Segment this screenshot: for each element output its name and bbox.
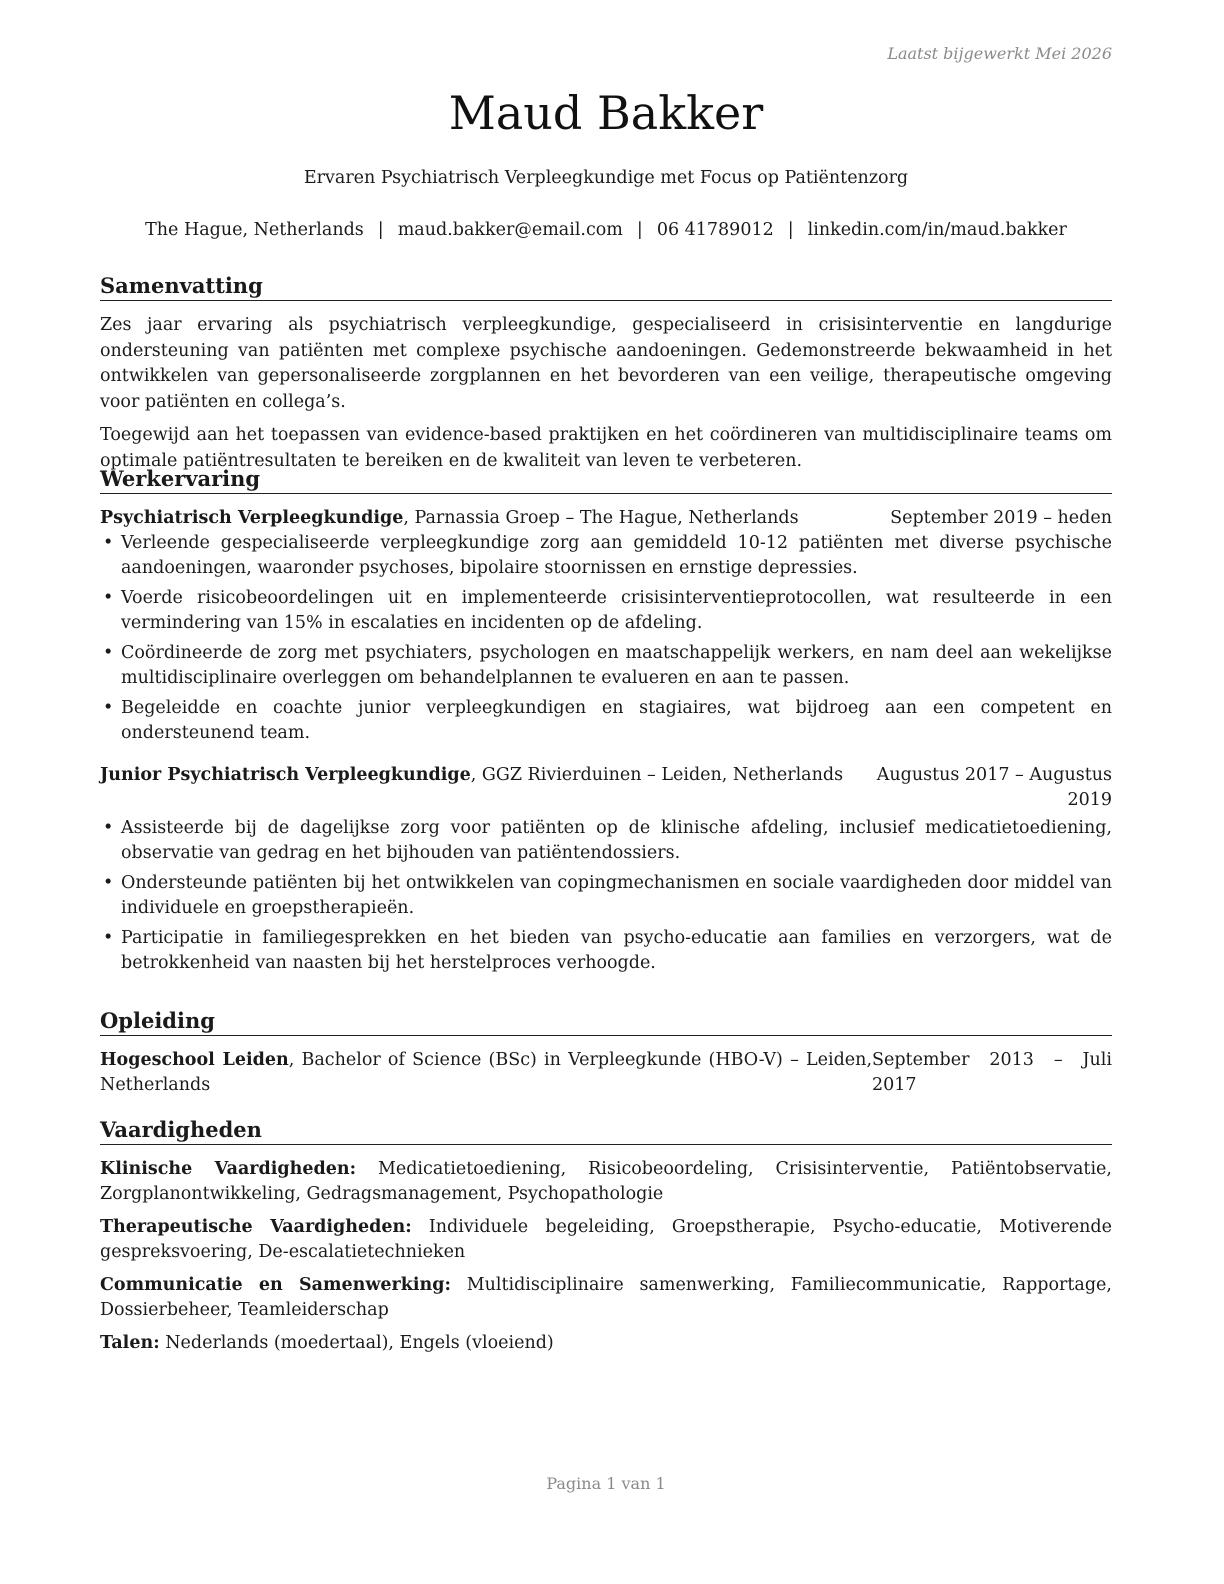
summary-section bbox=[100, 272, 1112, 482]
contact-phone[interactable]: 06 41789012 bbox=[656, 220, 774, 240]
skill-label: Communicatie en Samenwerking: bbox=[100, 1275, 451, 1295]
skill-text: Medicatietoediening, Risicobeoordeling, Crisisinterventie, Patiëntobservatie, Zorgplanontwikkeling, Gedragsmanagement, Psychopathologie bbox=[100, 1159, 1112, 1204]
list-item: • Coördineerde de zorg met psychiaters, psychologen en maatschappelijk werkers, en nam deel aan wekelijkse multidisciplinaire overleggen om behandelplannen te evalueren en aan te passen. bbox=[100, 641, 1112, 691]
candidate-name: Maud Bakker bbox=[448, 86, 764, 140]
list-item: • Verleende gespecialiseerde verpleegkundige zorg aan gemiddeld 10-12 patiënten met diverse psychische aandoeningen, waaronder psychoses, bipolaire stoornissen en ernstige depressies. bbox=[100, 531, 1112, 581]
summary-paragraph: Zes jaar ervaring als psychiatrisch verpleegkundige, gespecialiseerd in crisisinterventie en langdurige ondersteuning van patiënten met complexe psychische aandoeningen. Gedemonstreerde bekwaamheid in het ontwikkelen van gepersonaliseerde zorgplannen en het bevorderen van een veilige, therapeutische omgeving voor patiënten en collega’s. bbox=[100, 315, 1112, 412]
list-item: • Ondersteunde patiënten bij het ontwikkelen van copingmechanismen en sociale vaardigheden door middel van individuele en groepstherapieën. bbox=[100, 871, 1112, 921]
experience-section bbox=[100, 465, 1112, 981]
contact-line bbox=[100, 220, 1112, 240]
skills-section bbox=[100, 1116, 1112, 1364]
skill-text: Nederlands (moedertaal), Engels (vloeiend) bbox=[159, 1333, 554, 1353]
section-title: Vaardigheden bbox=[100, 1116, 1112, 1145]
summary-paragraph: Toegewijd aan het toepassen van evidence-based praktijken en het coördineren van multidisciplinaire teams om optimale patiëntresultaten te bereiken en de kwaliteit van leven te verbeteren. bbox=[100, 425, 1112, 471]
education-dates: September 2013 – Juli 2017 bbox=[872, 1050, 1112, 1095]
job-header bbox=[100, 506, 1112, 531]
job-header bbox=[100, 763, 1112, 813]
job-role: Junior Psychiatrisch Verpleegkundige bbox=[100, 765, 471, 785]
job-dates: Augustus 2017 – Augustus 2019 bbox=[876, 765, 1112, 810]
skill-label: Klinische Vaardigheden: bbox=[100, 1159, 357, 1179]
skill-text: Individuele begeleiding, Groepstherapie, Psycho-educatie, Motiverende gespreksvoering, De-escalatietechnieken bbox=[100, 1217, 1112, 1262]
skill-label: Therapeutische Vaardigheden: bbox=[100, 1217, 412, 1237]
section-title: Werkervaring bbox=[100, 465, 1112, 494]
skill-text: Multidisciplinaire samenwerking, Familiecommunicatie, Rapportage, Dossierbeheer, Teamleiderschap bbox=[100, 1275, 1112, 1320]
section-title: Samenvatting bbox=[100, 272, 1112, 301]
section-title: Opleiding bbox=[100, 1007, 1112, 1036]
contact-email[interactable]: maud.bakker@email.com bbox=[397, 220, 623, 240]
job-role: Psychiatrisch Verpleegkundige bbox=[100, 508, 404, 528]
contact-location: The Hague, Netherlands bbox=[145, 220, 364, 240]
page-number: Pagina 1 van 1 bbox=[546, 1474, 666, 1493]
skill-group bbox=[100, 1273, 1112, 1323]
education-entry bbox=[100, 1048, 1112, 1098]
job-entry bbox=[100, 763, 1112, 976]
skill-label: Talen: bbox=[100, 1333, 160, 1353]
list-item: • Begeleidde en coachte junior verpleegkundigen en stagiaires, wat bijdroeg aan een competent en ondersteunend team. bbox=[100, 696, 1112, 746]
last-updated: Laatst bijgewerkt Mei 2026 bbox=[887, 44, 1112, 63]
tagline: Ervaren Psychiatrisch Verpleegkundige met Focus op Patiëntenzorg bbox=[303, 168, 909, 188]
job-entry bbox=[100, 506, 1112, 746]
job-bullets bbox=[100, 531, 1112, 746]
skill-group bbox=[100, 1215, 1112, 1265]
job-bullets bbox=[100, 816, 1112, 976]
contact-separator: | bbox=[787, 220, 794, 240]
job-org: , Parnassia Groep – The Hague, Netherlands bbox=[403, 508, 799, 528]
list-item: • Participatie in familiegesprekken en het bieden van psycho-educatie aan families en verzorgers, wat de betrokkenheid van naasten bij het herstelproces verhoogde. bbox=[100, 926, 1112, 976]
list-item: • Voerde risicobeoordelingen uit en implementeerde crisisinterventieprotocollen, wat resulteerde in een vermindering van 15% in escalaties en incidenten op de afdeling. bbox=[100, 586, 1112, 636]
list-item: • Assisteerde bij de dagelijkse zorg voor patiënten op de klinische afdeling, inclusief medicatietoediening, observatie van gedrag en het bijhouden van patiëntendossiers. bbox=[100, 816, 1112, 866]
education-school: Hogeschool Leiden bbox=[100, 1050, 289, 1070]
skill-group bbox=[100, 1331, 1112, 1356]
resume-page bbox=[100, 0, 1112, 1584]
contact-linkedin[interactable]: linkedin.com/in/maud.bakker bbox=[807, 220, 1067, 240]
job-dates: September 2019 – heden bbox=[890, 508, 1112, 528]
job-org: , GGZ Rivierduinen – Leiden, Netherlands bbox=[470, 765, 844, 785]
contact-separator: | bbox=[377, 220, 384, 240]
contact-separator: | bbox=[636, 220, 643, 240]
skill-group bbox=[100, 1157, 1112, 1207]
education-section bbox=[100, 1007, 1112, 1098]
education-degree: , Bachelor of Science (BSc) in Verpleegkunde (HBO-V) – Leiden, Netherlands bbox=[100, 1050, 873, 1095]
